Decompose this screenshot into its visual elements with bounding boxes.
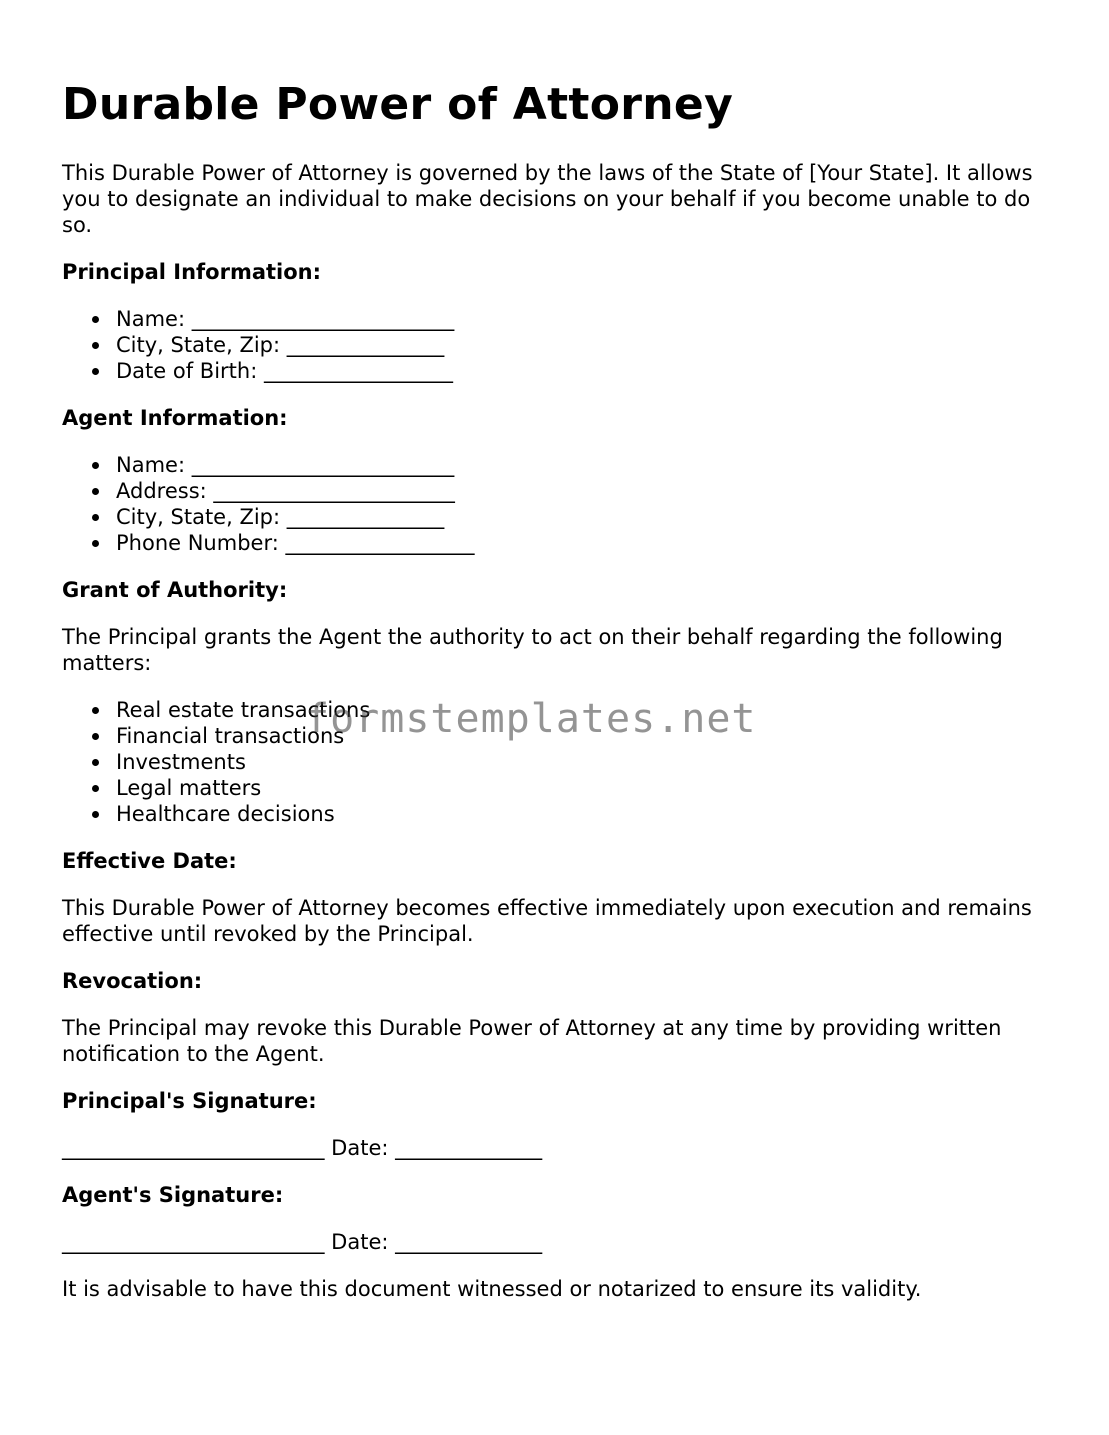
effective-date-heading: Effective Date:: [62, 849, 237, 873]
principal-signature-line: _________________________ Date: ______________: [62, 1136, 543, 1160]
revocation-heading: Revocation:: [62, 969, 203, 993]
agent-name-field: Name: _________________________: [116, 452, 1052, 478]
principal-info-list: [62, 306, 1052, 384]
effective-date-paragraph: This Durable Power of Attorney becomes effective immediately upon execution and remains effective until revoked by the Principal.: [62, 896, 1032, 946]
agent-info-list: [62, 452, 1052, 556]
agent-address-field: Address: _______________________: [116, 478, 1052, 504]
grant-paragraph: The Principal grants the Agent the authority to act on their behalf regarding the following matters:: [62, 625, 1003, 675]
agent-signature-line: _________________________ Date: ______________: [62, 1230, 543, 1254]
revocation-paragraph: The Principal may revoke this Durable Power of Attorney at any time by providing written notification to the Agent.: [62, 1016, 1002, 1066]
principal-info-heading: Principal Information:: [62, 260, 322, 284]
agent-city-state-zip-field: City, State, Zip: _______________: [116, 504, 1052, 530]
list-item: Financial transactions: [116, 723, 1052, 749]
intro-paragraph: This Durable Power of Attorney is governed by the laws of the State of [Your State]. It allows you to designate an individual to make decisions on your behalf if you become unable to do so.: [62, 161, 1033, 237]
list-item: Investments: [116, 749, 1052, 775]
grant-heading: Grant of Authority:: [62, 578, 288, 602]
list-item: Real estate transactions: [116, 697, 1052, 723]
document-title: Durable Power of Attorney: [62, 79, 734, 130]
principal-city-state-zip-field: City, State, Zip: _______________: [116, 332, 1052, 358]
closing-note: It is advisable to have this document witnessed or notarized to ensure its validity.: [62, 1277, 922, 1301]
list-item: Legal matters: [116, 775, 1052, 801]
watermark-text: formstemplates.net: [305, 696, 757, 742]
principal-name-field: Name: _________________________: [116, 306, 1052, 332]
agent-info-heading: Agent Information:: [62, 406, 288, 430]
agent-signature-heading: Agent's Signature:: [62, 1183, 284, 1207]
principal-date-of-birth-field: Date of Birth: __________________: [116, 358, 1052, 384]
list-item: Healthcare decisions: [116, 801, 1052, 827]
agent-phone-number-field: Phone Number: __________________: [116, 530, 1052, 556]
principal-signature-heading: Principal's Signature:: [62, 1089, 317, 1113]
